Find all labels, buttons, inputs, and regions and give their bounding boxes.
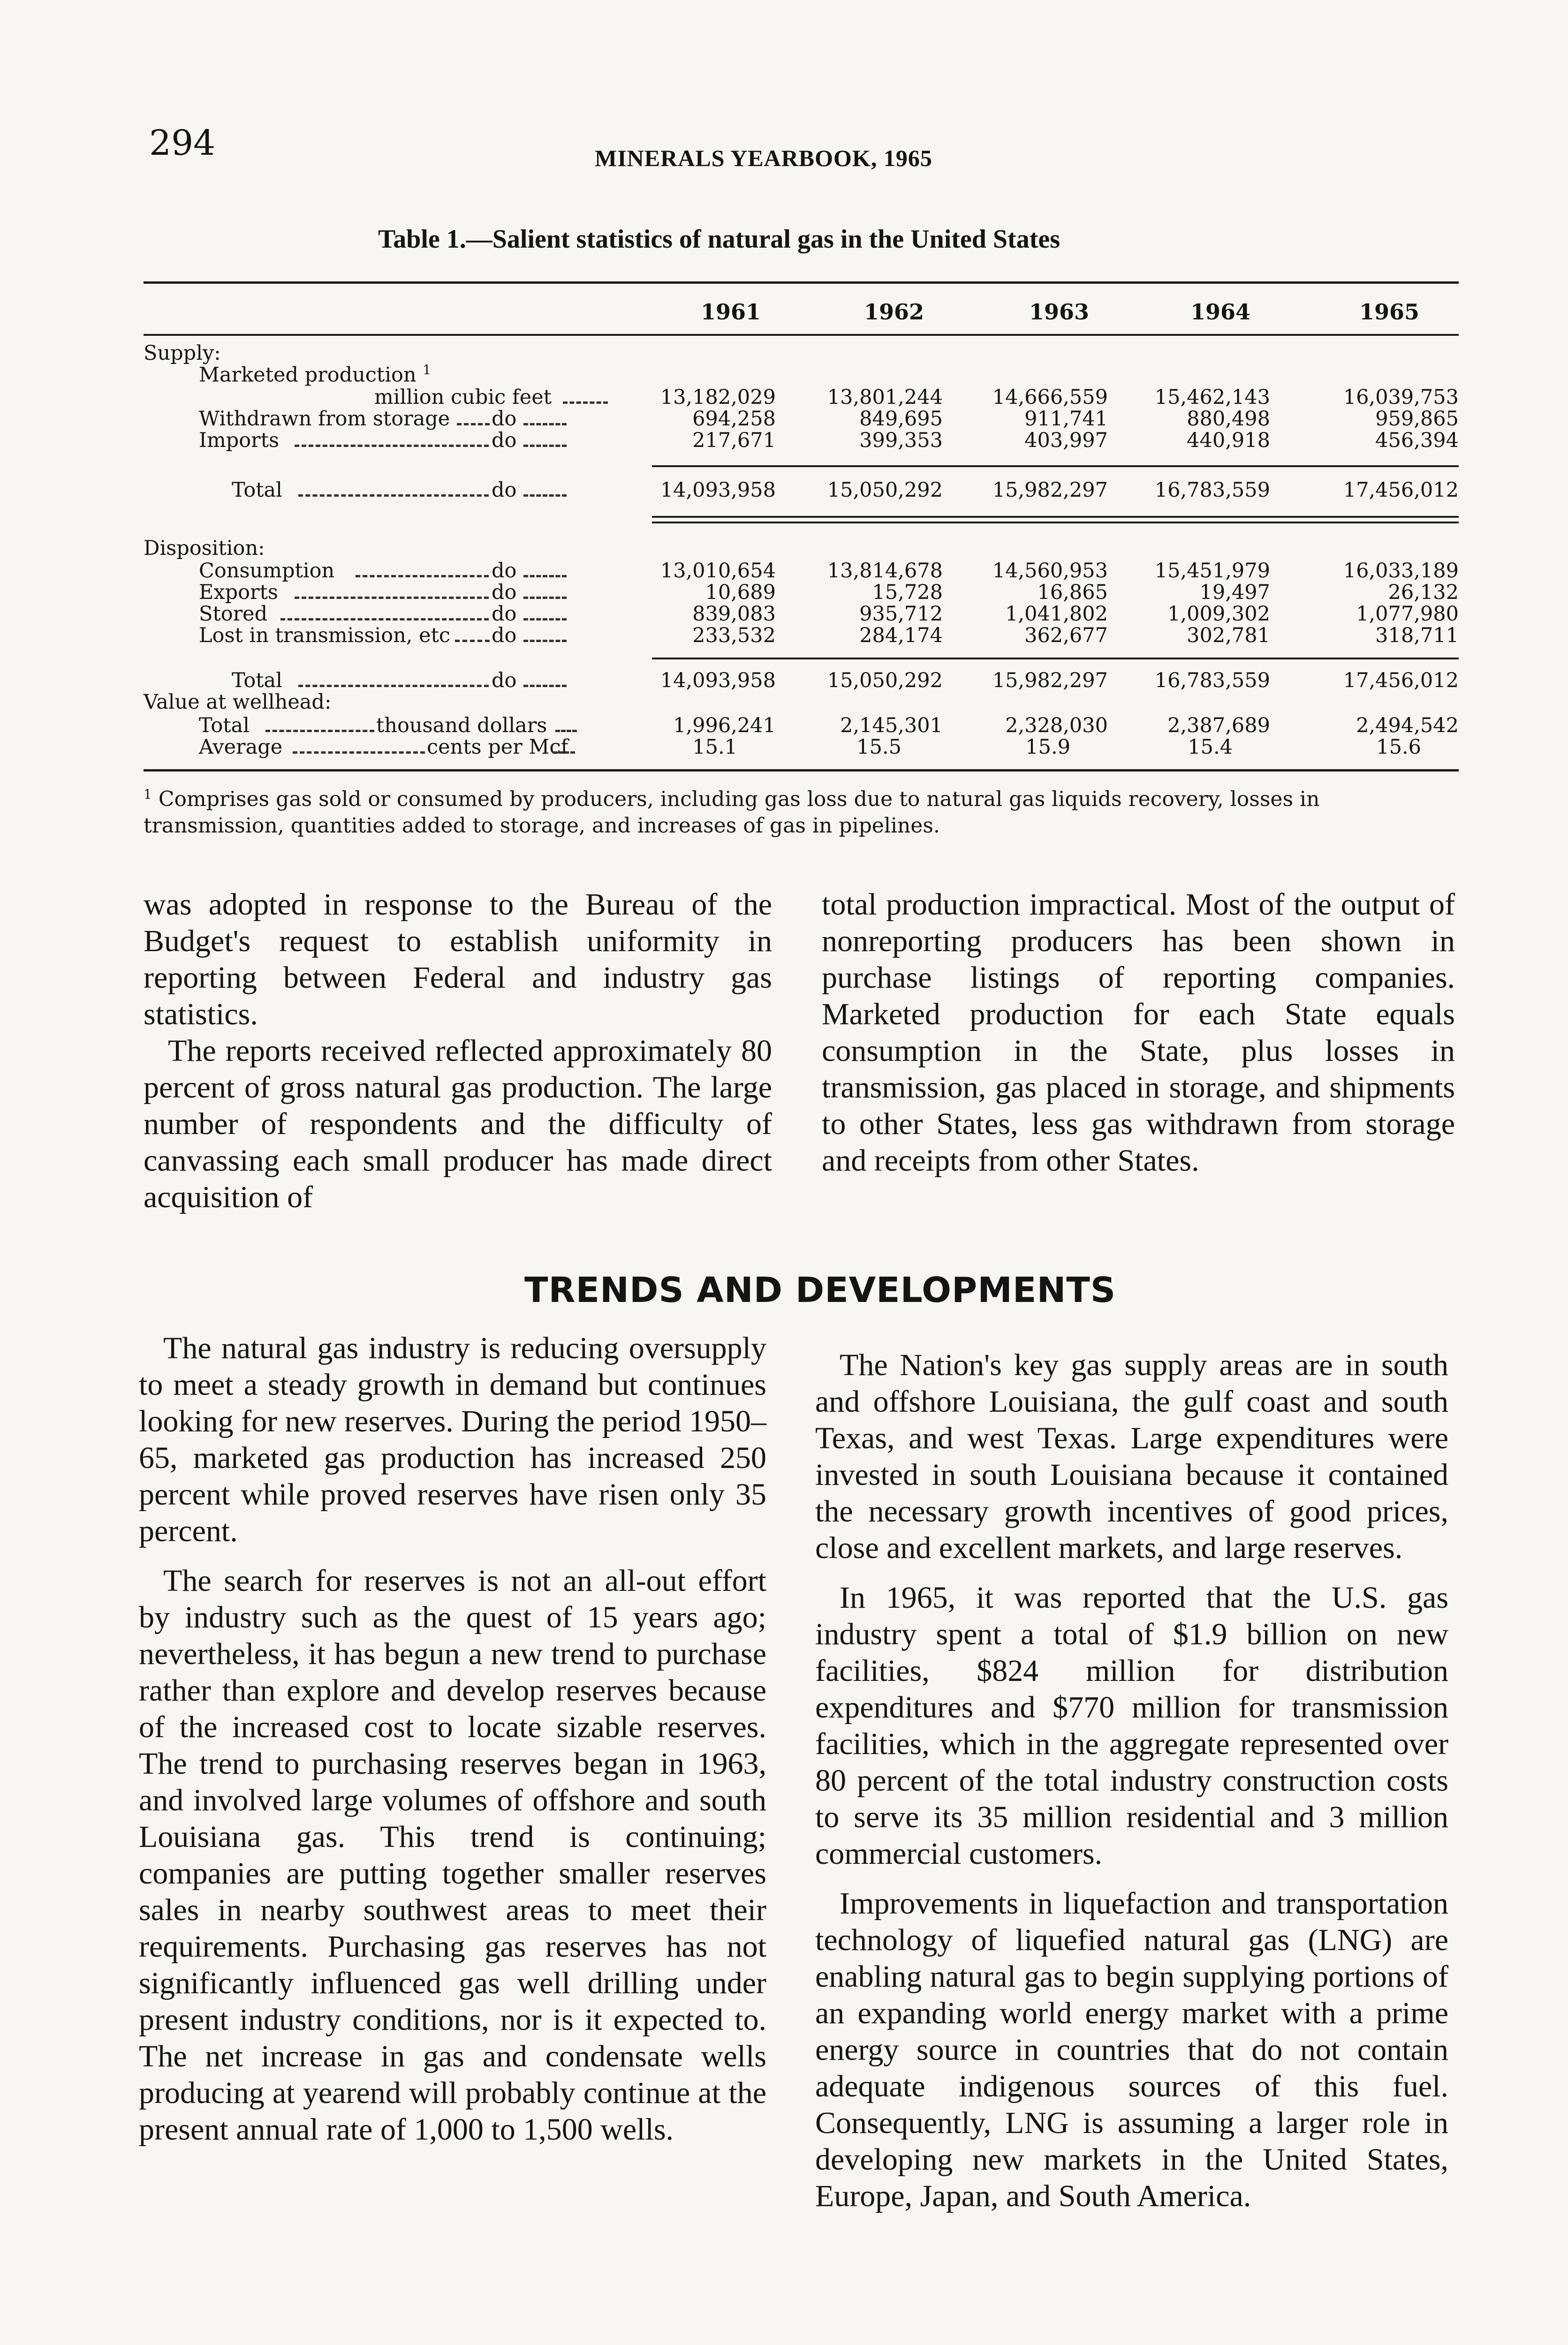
col-header-1964: 1964 — [1190, 299, 1251, 325]
value-1965: 16,033,189 — [1343, 559, 1459, 582]
leader-dots — [457, 423, 490, 425]
leader-dots — [523, 494, 567, 497]
value-1965: 16,039,753 — [1343, 386, 1459, 409]
leader-dots — [455, 640, 490, 642]
value-1964: 2,387,689 — [1167, 714, 1270, 737]
footnote-text: Comprises gas sold or consumed by producers, including gas loss due to natural gas liquids recovery, losses in transmission, quantities added to storage, and increases of gas in pipelines. — [144, 787, 1320, 838]
paragraph: Improvements in liquefaction and transportation technology of liquefied natural gas (LNG) are enabling natural gas to begin supplying portions of an expanding world energy market with a prime energy source in countries that do not contain adequate indigenous sources of this fuel. Consequently, LNG is assuming a larger role in developing new markets in the United States, Europe, Japan, and South America. — [815, 1886, 1448, 2213]
column-right-top — [822, 886, 1455, 1179]
value-1962: 284,174 — [859, 624, 943, 647]
value-1961: 14,093,958 — [660, 669, 776, 692]
value-at-wellhead-label: Value at wellhead: — [144, 690, 332, 714]
value-1964: 19,497 — [1199, 581, 1270, 604]
unit-label: thousand dollars — [376, 714, 547, 737]
average-row — [144, 735, 1459, 763]
value-1962: 15,728 — [872, 581, 943, 604]
running-title: MINERALS YEARBOOK, 1965 — [595, 145, 932, 171]
footnote-marker: 1 — [144, 787, 152, 802]
leader-dots — [555, 730, 577, 732]
section-heading: TRENDS AND DEVELOPMENTS — [524, 1270, 1116, 1310]
col-header-1965: 1965 — [1359, 299, 1420, 325]
value-1965: 26,132 — [1388, 581, 1459, 604]
leader-dots — [553, 751, 575, 754]
leader-dots — [298, 685, 489, 687]
paragraph: The Nation's key gas supply areas are in south and offshore Louisiana, the gulf coast and south Texas, and west Texas. Large expenditures were invested in south Louisiana because it contained the necessary growth incentives of good prices, close and excellent markets, and large reserves. — [815, 1348, 1448, 1565]
leader-dots — [523, 423, 567, 425]
leader-dots — [356, 575, 489, 577]
supply-total-row — [144, 478, 1459, 506]
paragraph: was adopted in response to the Bureau of the Budget's request to establish uniformity in reporting between Federal and industry gas statistics. — [144, 887, 772, 1031]
value-1965: 318,711 — [1375, 624, 1459, 647]
value-1961: 1,996,241 — [673, 714, 776, 737]
leader-dots — [523, 685, 567, 687]
col-header-1963: 1963 — [1029, 299, 1090, 325]
leader-dots — [280, 618, 489, 620]
ditto-label: do — [492, 624, 517, 647]
value-1961: 14,093,958 — [660, 478, 776, 502]
value-1964: 15,462,143 — [1154, 386, 1270, 409]
leader-dots — [563, 401, 608, 404]
value-1964: 15.4 — [1188, 735, 1233, 759]
total-label: Total — [232, 669, 282, 692]
unit-label: cents per Mcf — [427, 735, 568, 759]
value-1963: 15,982,297 — [992, 669, 1108, 692]
value-1961: 839,083 — [692, 602, 776, 626]
leader-dots — [265, 730, 374, 732]
imports-label: Imports — [199, 429, 280, 452]
table-header-rule — [144, 334, 1459, 336]
leader-dots — [298, 494, 489, 497]
ditto-label: do — [492, 581, 517, 604]
value-total-label: Total — [199, 714, 250, 737]
stored-label: Stored — [199, 602, 268, 626]
value-1961: 15.1 — [692, 735, 737, 759]
consumption-label: Consumption — [199, 559, 335, 582]
paragraph: The reports received reflected approximately 80 percent of gross natural gas production. The large number of respondents and the difficulty of canvassing each small producer has made direct acquisition of — [144, 1034, 772, 1214]
column-left-top — [144, 886, 772, 1216]
leader-dots — [523, 575, 567, 577]
double-rule-bottom — [652, 522, 1459, 523]
value-1965: 2,494,542 — [1356, 714, 1459, 737]
value-1965: 959,865 — [1375, 407, 1459, 431]
value-1961: 217,671 — [692, 429, 776, 452]
ditto-label: do — [492, 478, 517, 502]
ditto-label: do — [492, 669, 517, 692]
table-title: Table 1.—Salient statistics of natural gas in the United States — [378, 225, 1060, 254]
leader-dots — [523, 618, 567, 620]
page-number: 294 — [149, 123, 216, 163]
value-1964: 15,451,979 — [1154, 559, 1270, 582]
value-1965: 456,394 — [1375, 429, 1459, 452]
value-1965: 1,077,980 — [1356, 602, 1459, 626]
value-1962: 2,145,301 — [840, 714, 943, 737]
ditto-label: do — [492, 407, 517, 431]
marketed-production-label: Marketed production $^1$ — [199, 362, 432, 387]
value-1962: 15,050,292 — [827, 478, 943, 502]
ditto-label: do — [492, 559, 517, 582]
leader-dots — [523, 445, 567, 447]
sum-rule — [652, 658, 1459, 659]
average-label: Average — [199, 735, 283, 759]
lost-in-transmission-row — [144, 624, 1459, 651]
paragraph: In 1965, it was reported that the U.S. gas industry spent a total of $1.9 billion on new facilities, $824 million for distribution expenditures and $770 million for transmission facilities, which in the aggregate represented over 80 percent of the total industry construction costs to serve its 35 million residential and 3 million commercial customers. — [815, 1581, 1448, 1871]
leader-dots — [295, 445, 489, 447]
table-top-rule — [144, 281, 1459, 284]
value-1964: 16,783,559 — [1154, 669, 1270, 692]
value-1963: 15,982,297 — [992, 478, 1108, 502]
value-1961: 233,532 — [692, 624, 776, 647]
paragraph: total production impractical. Most of the output of nonreporting producers has been shown in purchase listings of reporting companies. Marketed production for each State equals consumption in the State, plus losses in transmission, gas placed in storage, and shipments to other States, less gas withdrawn from storage and receipts from other States. — [822, 887, 1455, 1178]
col-header-1961: 1961 — [701, 299, 761, 325]
value-1963: 16,865 — [1037, 581, 1108, 604]
ditto-label: do — [492, 429, 517, 452]
paragraph: The search for reserves is not an all-out effort by industry such as the quest of 15 years ago; nevertheless, it has begun a new trend to purchase rather than explore and develop reserves because of the increased cost to locate sizable reserves. The trend to purchasing reserves began in 1963, and involved large volumes of offshore and south Louisiana gas. This trend is continuing; companies are putting together smaller reserves sales in nearby southwest areas to meet their requirements. Purchasing gas reserves has not significantly influenced gas well drilling under present industry conditions, nor is it expected to. The net increase in gas and condensate wells producing at yearend will probably continue at the present annual rate of 1,000 to 1,500 wells. — [139, 1564, 766, 2147]
value-1961: 694,258 — [692, 407, 776, 431]
value-1961: 13,010,654 — [660, 559, 776, 582]
table-footnote — [144, 781, 1457, 839]
value-1961: 10,689 — [705, 581, 776, 604]
lost-in-transmission-label: Lost in transmission, etc — [199, 624, 450, 647]
imports-row — [144, 429, 1459, 456]
value-1963: 14,560,953 — [992, 559, 1108, 582]
value-1962: 15.5 — [856, 735, 901, 759]
column-left-bottom — [139, 1330, 766, 2148]
double-rule-top — [652, 516, 1459, 518]
column-right-bottom — [815, 1347, 1448, 2215]
value-1963: 15.9 — [1025, 735, 1070, 759]
value-1965: 15.6 — [1376, 735, 1421, 759]
disposition-label: Disposition: — [144, 537, 265, 560]
value-1962: 935,712 — [859, 602, 943, 626]
col-header-1962: 1962 — [864, 299, 924, 325]
supply-label: Supply: — [144, 341, 221, 365]
value-1963: 362,677 — [1024, 624, 1108, 647]
value-1964: 880,498 — [1187, 407, 1270, 431]
value-1962: 849,695 — [859, 407, 943, 431]
leader-dots — [523, 640, 567, 642]
value-1964: 16,783,559 — [1154, 478, 1270, 502]
leader-dots — [523, 597, 567, 599]
value-1962: 15,050,292 — [827, 669, 943, 692]
value-1963: 2,328,030 — [1005, 714, 1108, 737]
value-1965: 17,456,012 — [1343, 478, 1459, 502]
value-1965: 17,456,012 — [1343, 669, 1459, 692]
value-1962: 13,814,678 — [827, 559, 943, 582]
footnote-ref: 1 — [423, 362, 432, 378]
paragraph: The natural gas industry is reducing oversupply to meet a steady growth in demand but continues looking for new reserves. During the period 1950–65, marketed gas production has increased 250 percent while proved reserves have risen only 35 percent. — [139, 1331, 767, 1548]
value-1963: 1,041,802 — [1005, 602, 1108, 626]
exports-label: Exports — [199, 581, 278, 604]
value-1963: 403,997 — [1024, 429, 1108, 452]
table-bottom-rule — [144, 769, 1459, 772]
value-1962: 399,353 — [859, 429, 943, 452]
unit-label: million cubic feet — [374, 386, 552, 409]
value-1963: 14,666,559 — [992, 386, 1108, 409]
value-1964: 302,781 — [1187, 624, 1270, 647]
value-1964: 1,009,302 — [1167, 602, 1270, 626]
value-1963: 911,741 — [1024, 407, 1108, 431]
leader-dots — [293, 751, 425, 754]
total-label: Total — [232, 478, 282, 502]
sum-rule — [652, 465, 1459, 467]
value-1964: 440,918 — [1187, 429, 1270, 452]
withdrawn-label: Withdrawn from storage — [199, 407, 450, 431]
value-1962: 13,801,244 — [827, 386, 943, 409]
leader-dots — [295, 597, 489, 599]
ditto-label: do — [492, 602, 517, 626]
value-1961: 13,182,029 — [660, 386, 776, 409]
